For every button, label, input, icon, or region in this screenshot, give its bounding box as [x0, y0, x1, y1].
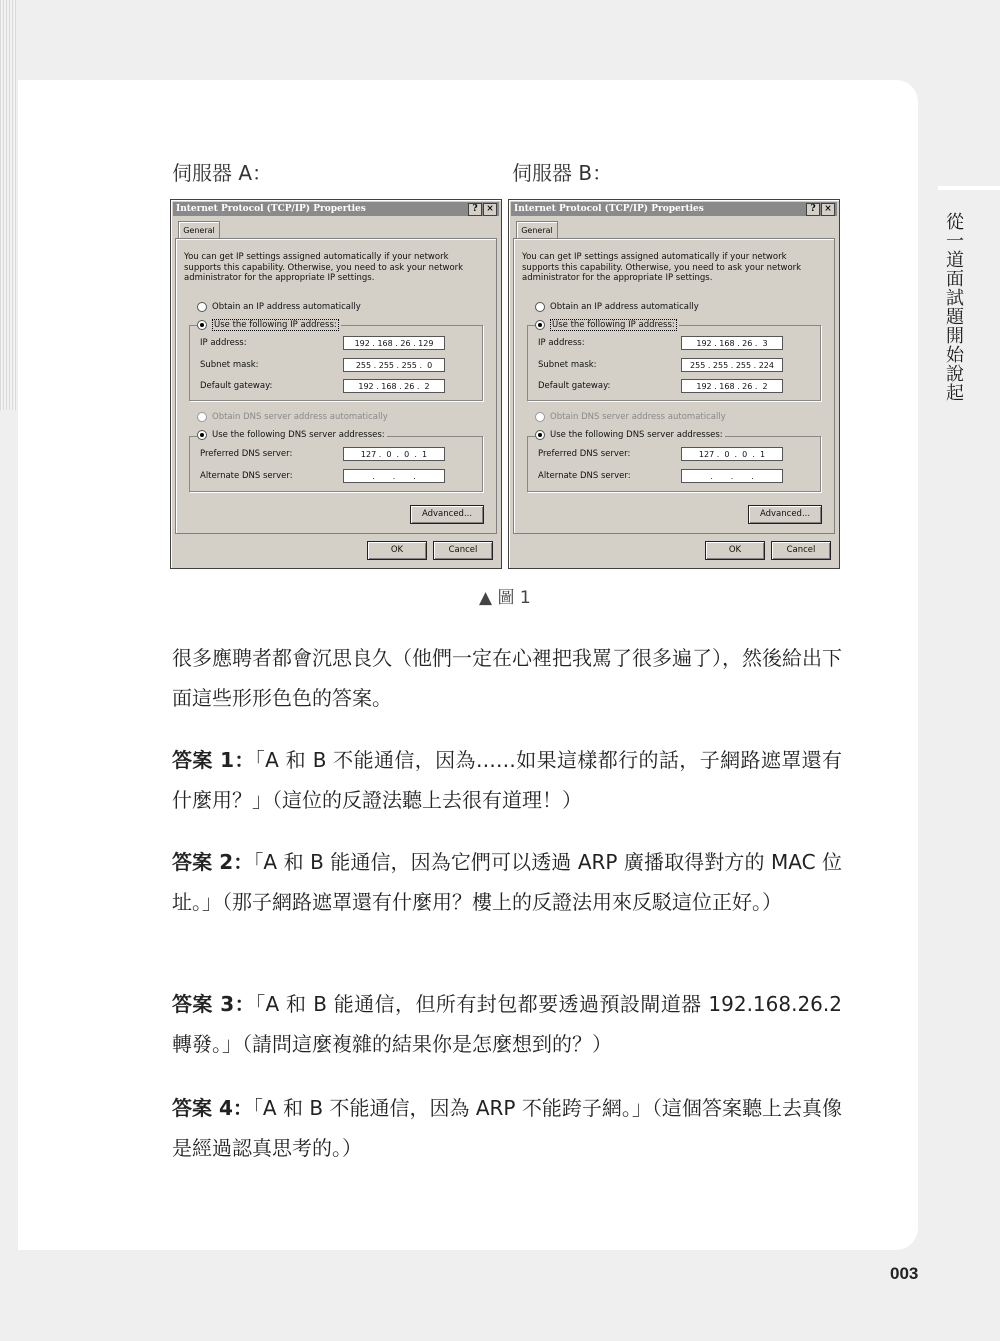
radio-manual-dns-row[interactable] — [535, 430, 725, 440]
help-button[interactable]: ? — [468, 203, 482, 216]
answer-text: 「A 和 B 不能通信，因為……如果這樣都行的話，子網路遮罩還有什麼用？」（這位的反證法聽上去很有道理！） — [172, 748, 842, 812]
subnet-mask-field[interactable]: 255 . 255 . 255 . 0 — [343, 358, 445, 372]
answer-4 — [172, 1088, 842, 1168]
alternate-dns-label: Alternate DNS server: — [200, 471, 293, 481]
tcpip-dialog-b — [508, 199, 840, 569]
radio-auto-dns-row — [197, 412, 388, 422]
radio-auto-dns — [197, 412, 207, 422]
server-a-label: 伺服器 A： — [172, 161, 273, 185]
gateway-field[interactable]: 192 . 168 . 26 . 2 — [681, 379, 783, 393]
dialog-titlebar — [173, 202, 499, 216]
radio-manual-dns-label: Use the following DNS server addresses: — [212, 430, 385, 440]
close-button[interactable]: × — [821, 203, 835, 216]
figure-caption: ▲ 圖 1 — [479, 588, 531, 608]
radio-auto-ip[interactable] — [197, 302, 207, 312]
side-rule — [938, 186, 1000, 190]
gateway-label: Default gateway: — [538, 381, 611, 391]
ip-address-label: IP address: — [538, 338, 585, 348]
radio-auto-ip-label: Obtain an IP address automatically — [212, 302, 361, 312]
radio-auto-dns-label: Obtain DNS server address automatically — [550, 412, 726, 422]
tcpip-dialog-a — [170, 199, 502, 569]
ip-address-label: IP address: — [200, 338, 247, 348]
radio-manual-dns[interactable] — [197, 430, 207, 440]
radio-auto-dns-label: Obtain DNS server address automatically — [212, 412, 388, 422]
alternate-dns-field[interactable]: . . . — [343, 469, 445, 483]
answer-1 — [172, 740, 842, 820]
gateway-field[interactable]: 192 . 168 . 26 . 2 — [343, 379, 445, 393]
cancel-button[interactable]: Cancel — [433, 541, 493, 560]
dialog-title: Internet Protocol (TCP/IP) Properties — [514, 204, 704, 214]
ok-button[interactable]: OK — [705, 541, 765, 560]
radio-manual-ip-row[interactable] — [535, 319, 679, 331]
dialog-description: You can get IP settings assigned automatically if your network supports this capability. Otherwise, you need to ask your network administrator for the appropriate IP settings. — [184, 252, 464, 283]
dns-group — [189, 436, 483, 492]
chapter-side-title: 從一道面試題開始說起 — [943, 212, 964, 402]
preferred-dns-field[interactable]: 127 . 0 . 0 . 1 — [343, 447, 445, 461]
server-b-label: 伺服器 B： — [512, 161, 613, 185]
preferred-dns-field[interactable]: 127 . 0 . 0 . 1 — [681, 447, 783, 461]
radio-manual-dns[interactable] — [535, 430, 545, 440]
intro-paragraph: 很多應聘者都會沉思良久（他們一定在心裡把我罵了很多遍了），然後給出下面這些形形色色的答案。 — [172, 646, 842, 710]
page-edge-stripes — [0, 0, 16, 410]
radio-auto-dns — [535, 412, 545, 422]
advanced-button[interactable]: Advanced... — [748, 505, 822, 524]
subnet-mask-label: Subnet mask: — [200, 360, 259, 370]
alternate-dns-field[interactable]: . . . — [681, 469, 783, 483]
dialog-titlebar — [511, 202, 837, 216]
answer-text: 「A 和 B 能通信，因為它們可以透過 ARP 廣播取得對方的 MAC 位址。」（那子網路遮罩還有什麼用？樓上的反證法用來反駁這位正好。） — [172, 850, 842, 914]
close-button[interactable]: × — [483, 203, 497, 216]
ip-address-field[interactable]: 192 . 168 . 26 . 3 — [681, 336, 783, 350]
radio-auto-ip-row[interactable] — [535, 302, 699, 312]
preferred-dns-label: Preferred DNS server: — [538, 449, 631, 459]
dns-group — [527, 436, 821, 492]
page-number: 003 — [890, 1264, 919, 1283]
radio-auto-ip-row[interactable] — [197, 302, 361, 312]
advanced-button[interactable]: Advanced... — [410, 505, 484, 524]
answer-text: 「A 和 B 不能通信，因為 ARP 不能跨子網。」（這個答案聽上去真像是經過認真思考的。） — [172, 1096, 842, 1160]
ip-address-field[interactable]: 192 . 168 . 26 . 129 — [343, 336, 445, 350]
radio-manual-ip[interactable] — [197, 320, 207, 330]
dialog-title: Internet Protocol (TCP/IP) Properties — [176, 204, 366, 214]
gateway-label: Default gateway: — [200, 381, 273, 391]
subnet-mask-label: Subnet mask: — [538, 360, 597, 370]
radio-auto-ip[interactable] — [535, 302, 545, 312]
answer-3 — [172, 984, 842, 1064]
answer-2 — [172, 842, 842, 922]
answer-text: 「A 和 B 能通信，但所有封包都要透過預設閘道器 192.168.26.2 轉發。」（請問這麼複雜的結果你是怎麼想到的？） — [172, 992, 842, 1056]
answer-label: 答案 2： — [172, 850, 254, 874]
radio-auto-dns-row — [535, 412, 726, 422]
help-button[interactable]: ? — [806, 203, 820, 216]
radio-manual-ip-row[interactable] — [197, 319, 341, 331]
subnet-mask-field[interactable]: 255 . 255 . 255 . 224 — [681, 358, 783, 372]
answer-label: 答案 1： — [172, 748, 255, 772]
ok-button[interactable]: OK — [367, 541, 427, 560]
answer-label: 答案 4： — [172, 1096, 253, 1120]
answer-label: 答案 3： — [172, 992, 256, 1016]
radio-manual-ip[interactable] — [535, 320, 545, 330]
tab-general[interactable]: General — [178, 221, 220, 239]
preferred-dns-label: Preferred DNS server: — [200, 449, 293, 459]
radio-auto-ip-label: Obtain an IP address automatically — [550, 302, 699, 312]
radio-manual-ip-label: Use the following IP address: — [552, 320, 675, 330]
alternate-dns-label: Alternate DNS server: — [538, 471, 631, 481]
radio-manual-dns-row[interactable] — [197, 430, 387, 440]
dialog-description: You can get IP settings assigned automatically if your network supports this capability. Otherwise, you need to ask your network administrator for the appropriate IP settings. — [522, 252, 802, 283]
tab-general[interactable]: General — [516, 221, 558, 239]
cancel-button[interactable]: Cancel — [771, 541, 831, 560]
radio-manual-dns-label: Use the following DNS server addresses: — [550, 430, 723, 440]
radio-manual-ip-label: Use the following IP address: — [214, 320, 337, 330]
